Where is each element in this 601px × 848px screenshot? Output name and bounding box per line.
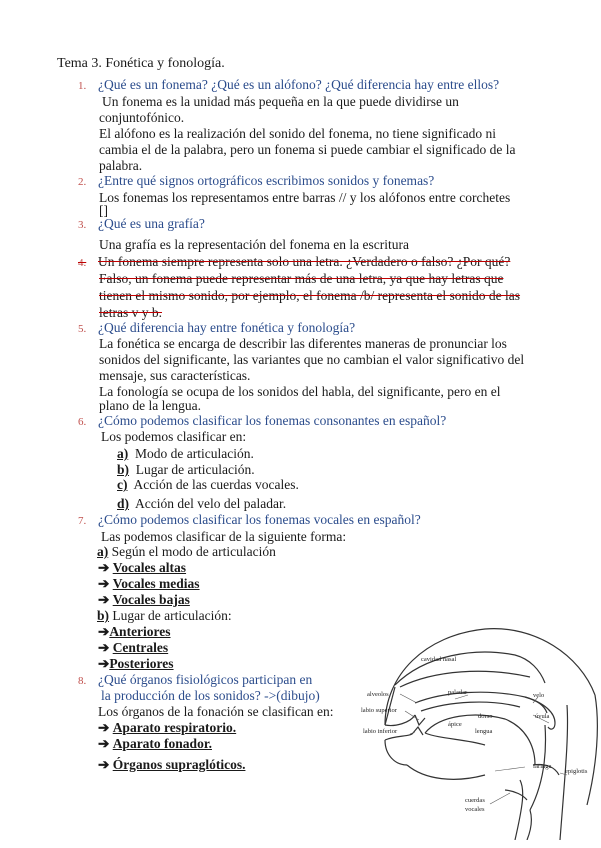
q7-intro: Las podemos clasificar de la siguiente forma: xyxy=(101,529,347,544)
label-dorso: dorso xyxy=(478,713,493,720)
list-letter: b) xyxy=(97,608,110,623)
list-item xyxy=(98,592,190,608)
label-vocales: vocales xyxy=(465,806,485,813)
label-lengua: lengua xyxy=(475,728,493,735)
q3-answer-line: Una grafía es la representación del fonema en la escritura xyxy=(99,237,409,252)
q1-answer-line: El alófono es la realización del sonido del fonema, no tiene significado ni xyxy=(99,126,496,141)
page-title: Tema 3. Fonética y fonología. xyxy=(57,56,225,71)
q5-answer-line: La fonología se ocupa de los sonidos del habla, del significante, pero en el xyxy=(99,384,501,399)
list-text: Aparato respiratorio. xyxy=(112,720,237,735)
q4-answer-line: letras v y b. xyxy=(99,305,162,320)
list-text: Centrales xyxy=(112,640,169,655)
arrow-icon: ➔ xyxy=(98,592,110,607)
list-item xyxy=(98,757,245,773)
q1-answer-line: conjuntofónico. xyxy=(99,110,185,125)
label-apice: ápice xyxy=(448,721,462,728)
list-text: Aparato fonador. xyxy=(112,736,212,751)
q4-answer-line: Falso, un fonema puede representar más de una letra, ya que hay letras que xyxy=(99,271,504,286)
arrow-icon: ➔ xyxy=(98,720,110,735)
list-item xyxy=(98,576,200,592)
q2-number: 2. xyxy=(78,176,87,188)
list-item xyxy=(98,624,171,640)
q5-question: ¿Qué diferencia hay entre fonética y fonología? xyxy=(98,320,356,335)
list-letter: a) xyxy=(97,544,109,559)
q3-question: ¿Qué es una grafía? xyxy=(98,216,205,231)
label-labio-superior: labio superior xyxy=(361,707,397,714)
diagram-leader-lines xyxy=(400,694,567,804)
q1-answer-line: palabra. xyxy=(99,158,143,173)
list-item xyxy=(117,446,254,462)
q5-answer-line: La fonética se encarga de describir las diferentes maneras de pronunciar los xyxy=(99,336,507,351)
q4-number: 4. xyxy=(78,257,87,269)
list-text: Posteriores xyxy=(109,656,174,671)
list-item xyxy=(98,736,212,752)
q8-number: 8. xyxy=(78,675,87,687)
q5-answer-line: plano de la lengua. xyxy=(99,398,201,413)
label-faringe: faringe xyxy=(533,763,552,770)
list-item xyxy=(98,720,236,736)
list-text: Acción de las cuerdas vocales. xyxy=(133,477,299,492)
list-item xyxy=(117,496,286,512)
label-uvula: úvula xyxy=(535,713,550,720)
q2-answer-line: Los fonemas los representamos entre barras // y los alófonos entre corchetes xyxy=(99,190,511,205)
q8-question: ¿Qué órganos fisiológicos participan en xyxy=(98,672,313,687)
list-text: Lugar de articulación. xyxy=(135,462,255,477)
q6-intro: Los podemos clasificar en: xyxy=(101,429,247,444)
list-item xyxy=(97,544,276,560)
list-item xyxy=(97,608,232,624)
q5-number: 5. xyxy=(78,323,87,335)
q7-number: 7. xyxy=(78,515,87,527)
list-item xyxy=(117,477,299,493)
list-text: Según el modo de articulación xyxy=(111,544,276,559)
arrow-icon: ➔ xyxy=(98,640,110,655)
q5-answer-line: mensaje, sus características. xyxy=(99,368,251,383)
list-letter: d) xyxy=(117,496,130,511)
arrow-icon: ➔ xyxy=(98,576,110,591)
q4-question: Un fonema siempre representa solo una letra. ¿Verdadero o falso? ¿Por qué? xyxy=(98,254,511,269)
list-text: Acción del velo del paladar. xyxy=(135,496,287,511)
label-labio-inferior: labio inferior xyxy=(363,728,398,735)
vocal-tract-diagram xyxy=(355,615,600,840)
q1-answer-line: Un fonema es la unidad más pequeña en la que puede dividirse un xyxy=(102,94,459,109)
label-cuerdas: cuerdas xyxy=(465,797,485,804)
q1-question: ¿Qué es un fonema? ¿Qué es un alófono? ¿Qué diferencia hay entre ellos? xyxy=(98,77,500,92)
q8-question: la producción de los sonidos? ->(dibujo) xyxy=(101,688,320,703)
label-alveolos: alveolos xyxy=(367,691,389,698)
q1-number: 1. xyxy=(78,80,87,92)
arrow-icon: ➔ xyxy=(98,560,110,575)
list-text: Vocales bajas xyxy=(112,592,190,607)
list-letter: c) xyxy=(117,477,128,492)
list-text: Órganos supraglóticos. xyxy=(112,757,246,772)
list-item xyxy=(98,656,174,672)
q7-question: ¿Cómo podemos clasificar los fonemas vocales en español? xyxy=(98,512,421,527)
q2-question: ¿Entre qué signos ortográficos escribimos sonidos y fonemas? xyxy=(98,173,435,188)
q6-number: 6. xyxy=(78,416,87,428)
q1-answer-line: cambia el de la palabra, pero un fonema si puede cambiar el significado de la xyxy=(99,142,516,157)
list-text: Vocales medias xyxy=(112,576,200,591)
label-epiglotis: epiglotis xyxy=(565,768,588,775)
arrow-icon: ➔ xyxy=(98,624,110,639)
list-text: Vocales altas xyxy=(112,560,187,575)
list-text: Modo de articulación. xyxy=(135,446,254,461)
q6-question: ¿Cómo podemos clasificar los fonemas consonantes en español? xyxy=(98,413,447,428)
q2-answer-line: [] xyxy=(99,203,108,218)
list-item xyxy=(98,640,168,656)
list-text: Anteriores xyxy=(109,624,171,639)
arrow-icon: ➔ xyxy=(98,757,110,772)
arrow-icon: ➔ xyxy=(98,736,110,751)
arrow-icon: ➔ xyxy=(98,656,110,671)
q8-intro: Los órganos de la fonación se clasifican en: xyxy=(98,704,334,719)
list-item xyxy=(98,560,186,576)
q3-number: 3. xyxy=(78,219,87,231)
label-velo: velo xyxy=(533,692,545,699)
q5-answer-line: sonidos del significante, las variantes que no cambian el valor significativo del xyxy=(99,352,525,367)
label-cavidad-nasal: cavidad nasal xyxy=(421,656,457,663)
list-text: Lugar de articulación: xyxy=(112,608,232,623)
label-paladar: paladar xyxy=(448,689,468,696)
q4-answer-line: tienen el mismo sonido, por ejemplo, el fonema /b/ representa el sonido de las xyxy=(99,288,521,303)
list-letter: a) xyxy=(117,446,129,461)
list-letter: b) xyxy=(117,462,130,477)
list-item xyxy=(117,462,255,478)
